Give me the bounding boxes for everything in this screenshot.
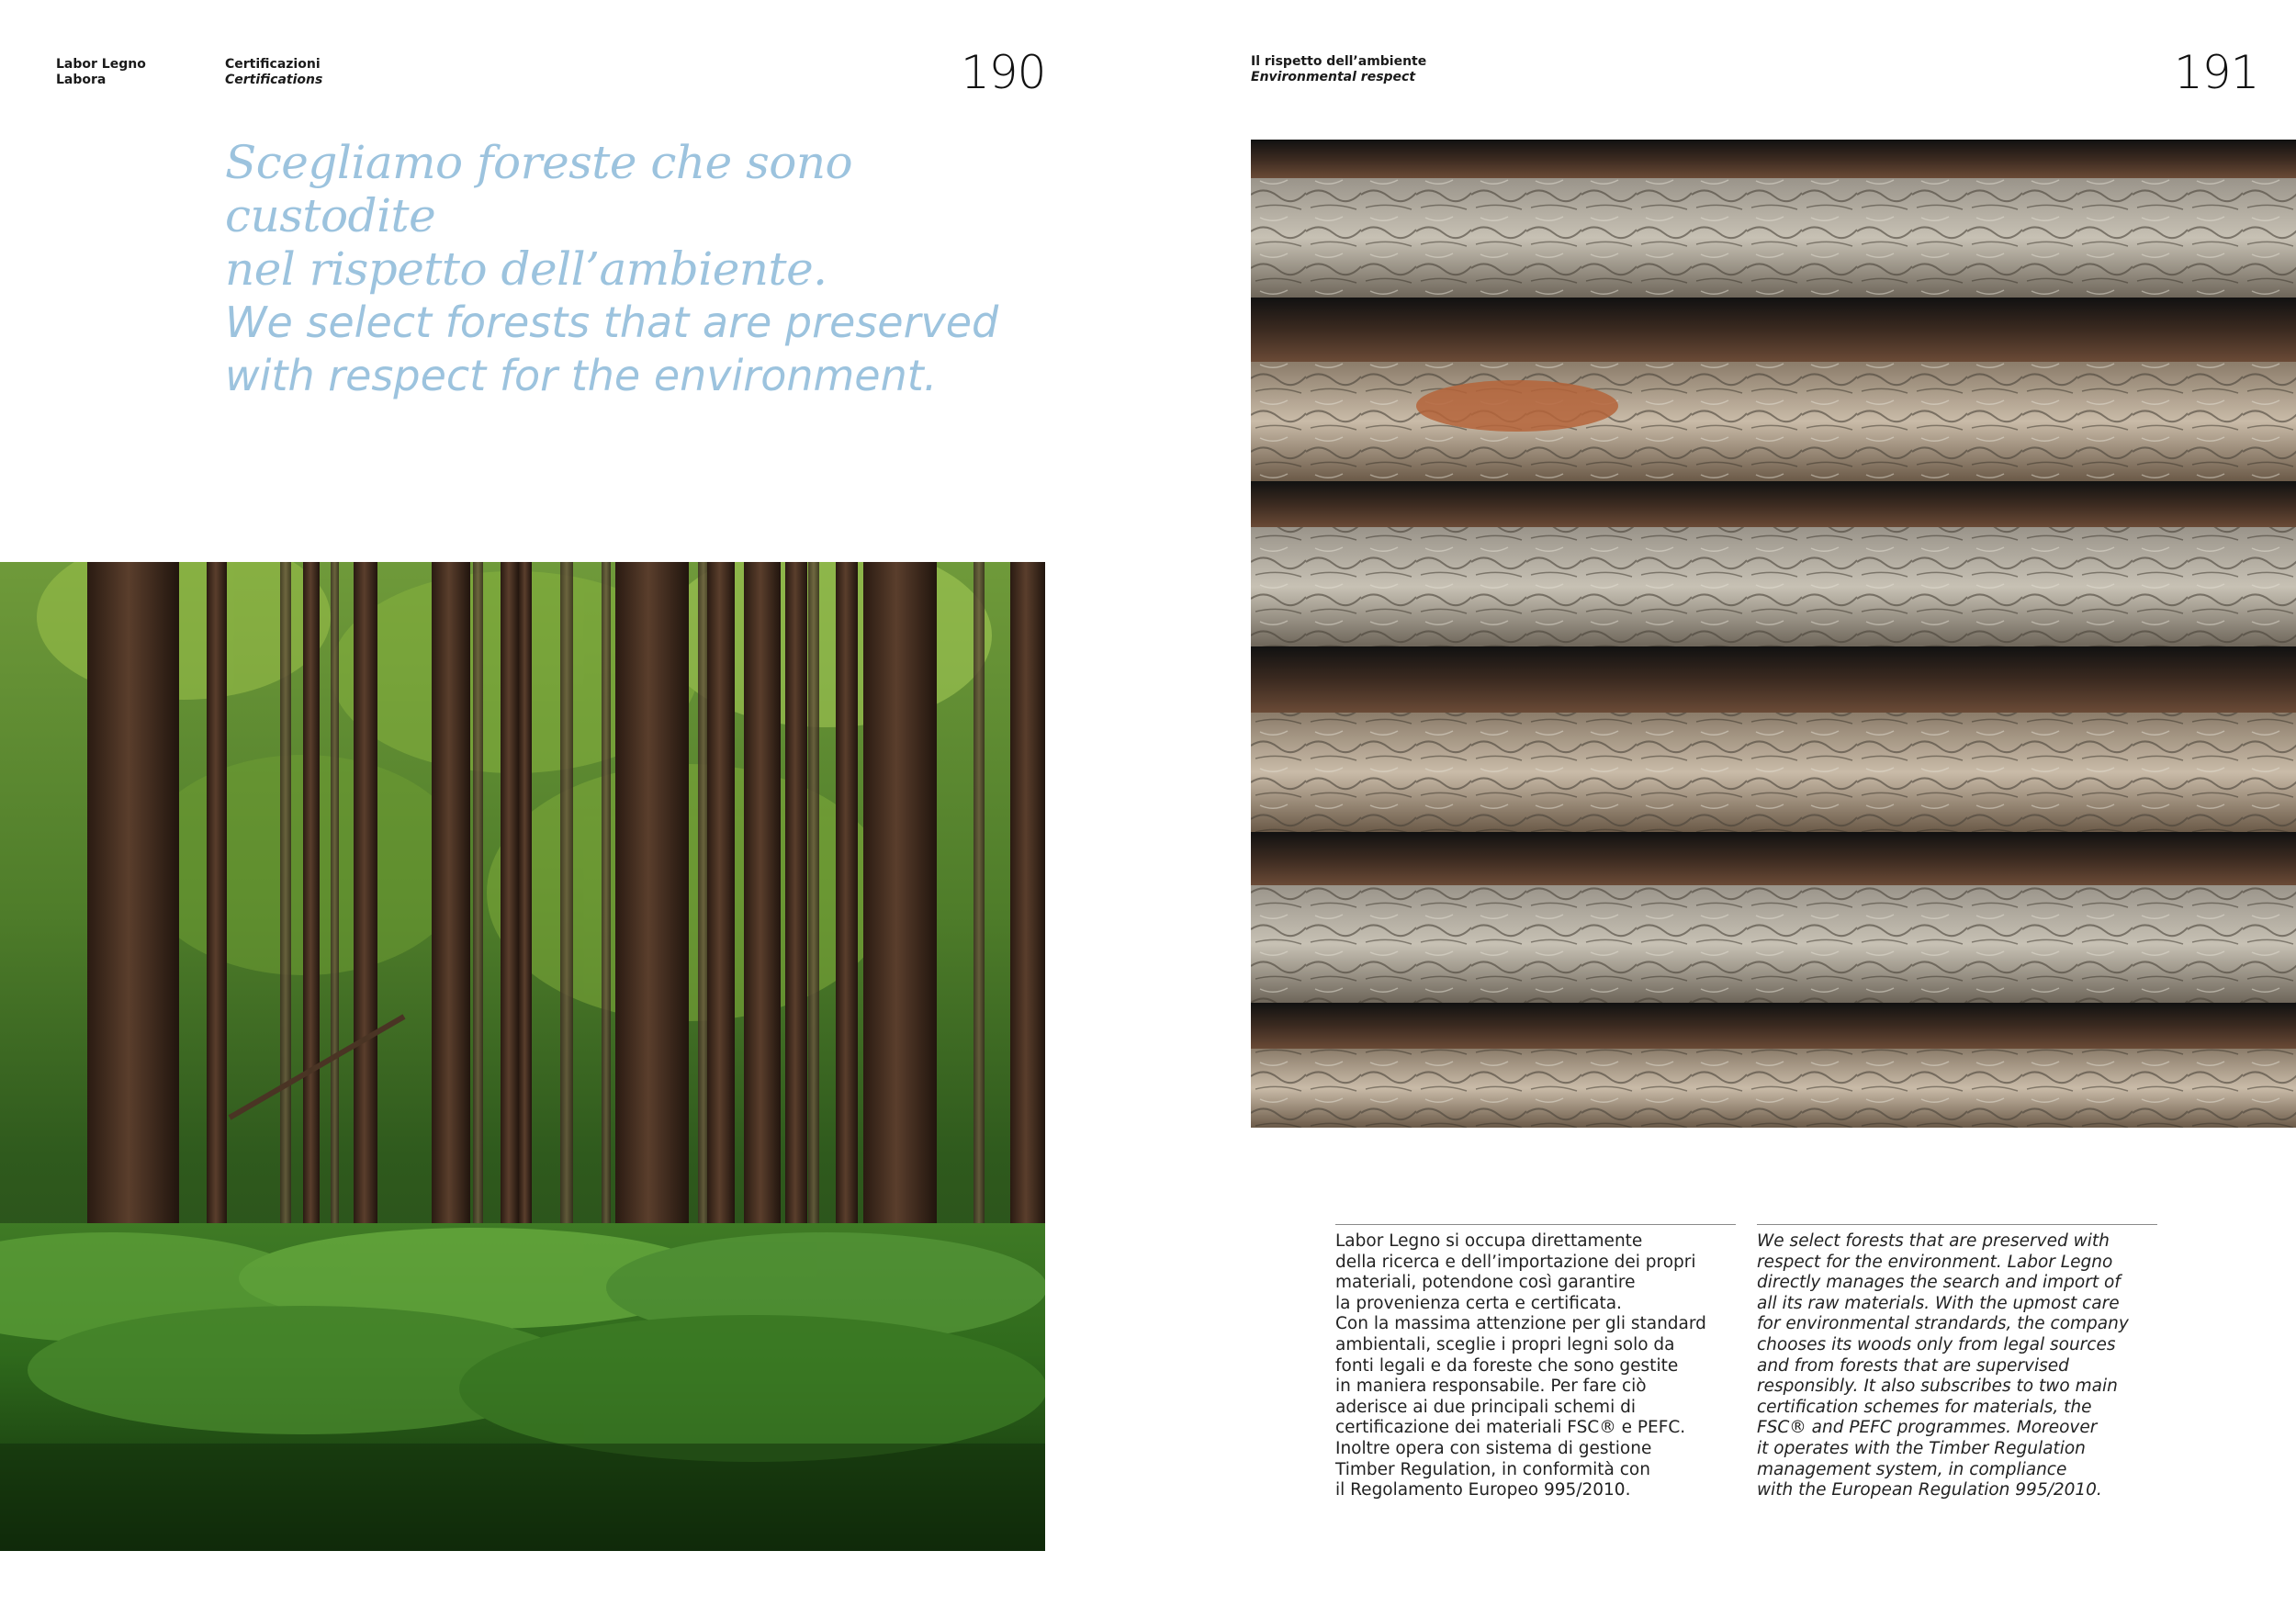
body-en-line: certification schemes for materials, the bbox=[1757, 1397, 2092, 1417]
body-text-english bbox=[1757, 1231, 2161, 1501]
body-en-line: management system, in compliance bbox=[1757, 1459, 2067, 1479]
body-en-line: directly manages the search and import of bbox=[1757, 1273, 2121, 1293]
page-heading bbox=[225, 136, 1052, 402]
forest-photo-illustration bbox=[0, 562, 1045, 1551]
body-en-line: for environmental strandards, the company bbox=[1757, 1314, 2129, 1334]
stacked-timber-illustration bbox=[1251, 140, 2296, 1128]
section-it-right: Il rispetto dell’ambiente bbox=[1251, 54, 1427, 69]
section-it: Certificazioni bbox=[225, 57, 321, 72]
page-number-left: 190 bbox=[961, 46, 1046, 99]
body-it-line: Con la massima attenzione per gli standard bbox=[1335, 1314, 1706, 1334]
section-label-right bbox=[1251, 54, 1426, 85]
column-rule-en bbox=[1757, 1224, 2157, 1225]
section-en-right: Environmental respect bbox=[1251, 70, 1416, 84]
body-en-line: all its raw materials. With the upmost care bbox=[1757, 1293, 2120, 1313]
body-en-line: respect for the environment. Labor Legno bbox=[1757, 1252, 2113, 1272]
body-en-line: responsibly. It also subscribes to two main bbox=[1757, 1377, 2118, 1397]
brand-line2: Labora bbox=[56, 73, 107, 87]
body-en-line: chooses its woods only from legal sources bbox=[1757, 1334, 2116, 1354]
section-en: Certifications bbox=[225, 73, 323, 87]
page-number-right: 191 bbox=[2174, 46, 2259, 99]
body-it-line: materiali, potendone così garantire bbox=[1335, 1273, 1636, 1293]
forest-photo bbox=[0, 562, 1045, 1551]
body-it-line: la provenienza certa e certificata. bbox=[1335, 1293, 1622, 1313]
brand-label bbox=[56, 57, 146, 88]
body-en-line: it operates with the Timber Regulation bbox=[1757, 1438, 2086, 1458]
column-rule-it bbox=[1335, 1224, 1736, 1225]
heading-it-line2: nel rispetto dell’ambiente. bbox=[225, 242, 827, 296]
body-it-line: in maniera responsabile. Per fare ciò bbox=[1335, 1377, 1647, 1397]
stacked-timber-photo bbox=[1251, 140, 2296, 1128]
body-en-line: FSC® and PEFC programmes. Moreover bbox=[1757, 1418, 2098, 1438]
body-it-line: ambientali, sceglie i propri legni solo da bbox=[1335, 1334, 1675, 1354]
body-en-line: with the European Regulation 995/2010. bbox=[1757, 1480, 2102, 1500]
heading-it-line1: Scegliamo foreste che sono custodite bbox=[225, 136, 853, 242]
body-it-line: Timber Regulation, in conformità con bbox=[1335, 1459, 1650, 1479]
body-it-line: Inoltre opera con sistema di gestione bbox=[1335, 1438, 1652, 1458]
heading-en-line2: with respect for the environment. bbox=[225, 351, 938, 400]
body-it-line: aderisce ai due principali schemi di bbox=[1335, 1397, 1636, 1417]
brand-line1: Labor Legno bbox=[56, 57, 146, 72]
body-text-italian bbox=[1335, 1231, 1739, 1501]
body-it-line: Labor Legno si occupa direttamente bbox=[1335, 1231, 1643, 1251]
body-en-line: We select forests that are preserved with bbox=[1757, 1231, 2110, 1251]
body-it-line: della ricerca e dell’importazione dei propri bbox=[1335, 1252, 1696, 1272]
body-en-line: and from forests that are supervised bbox=[1757, 1355, 2069, 1376]
body-it-line: fonti legali e da foreste che sono gestite bbox=[1335, 1355, 1679, 1376]
body-it-line: il Regolamento Europeo 995/2010. bbox=[1335, 1480, 1631, 1500]
heading-en-line1: We select forests that are preserved bbox=[225, 298, 999, 347]
body-it-line: certificazione dei materiali FSC® e PEFC. bbox=[1335, 1418, 1686, 1438]
section-label-left bbox=[225, 57, 322, 88]
